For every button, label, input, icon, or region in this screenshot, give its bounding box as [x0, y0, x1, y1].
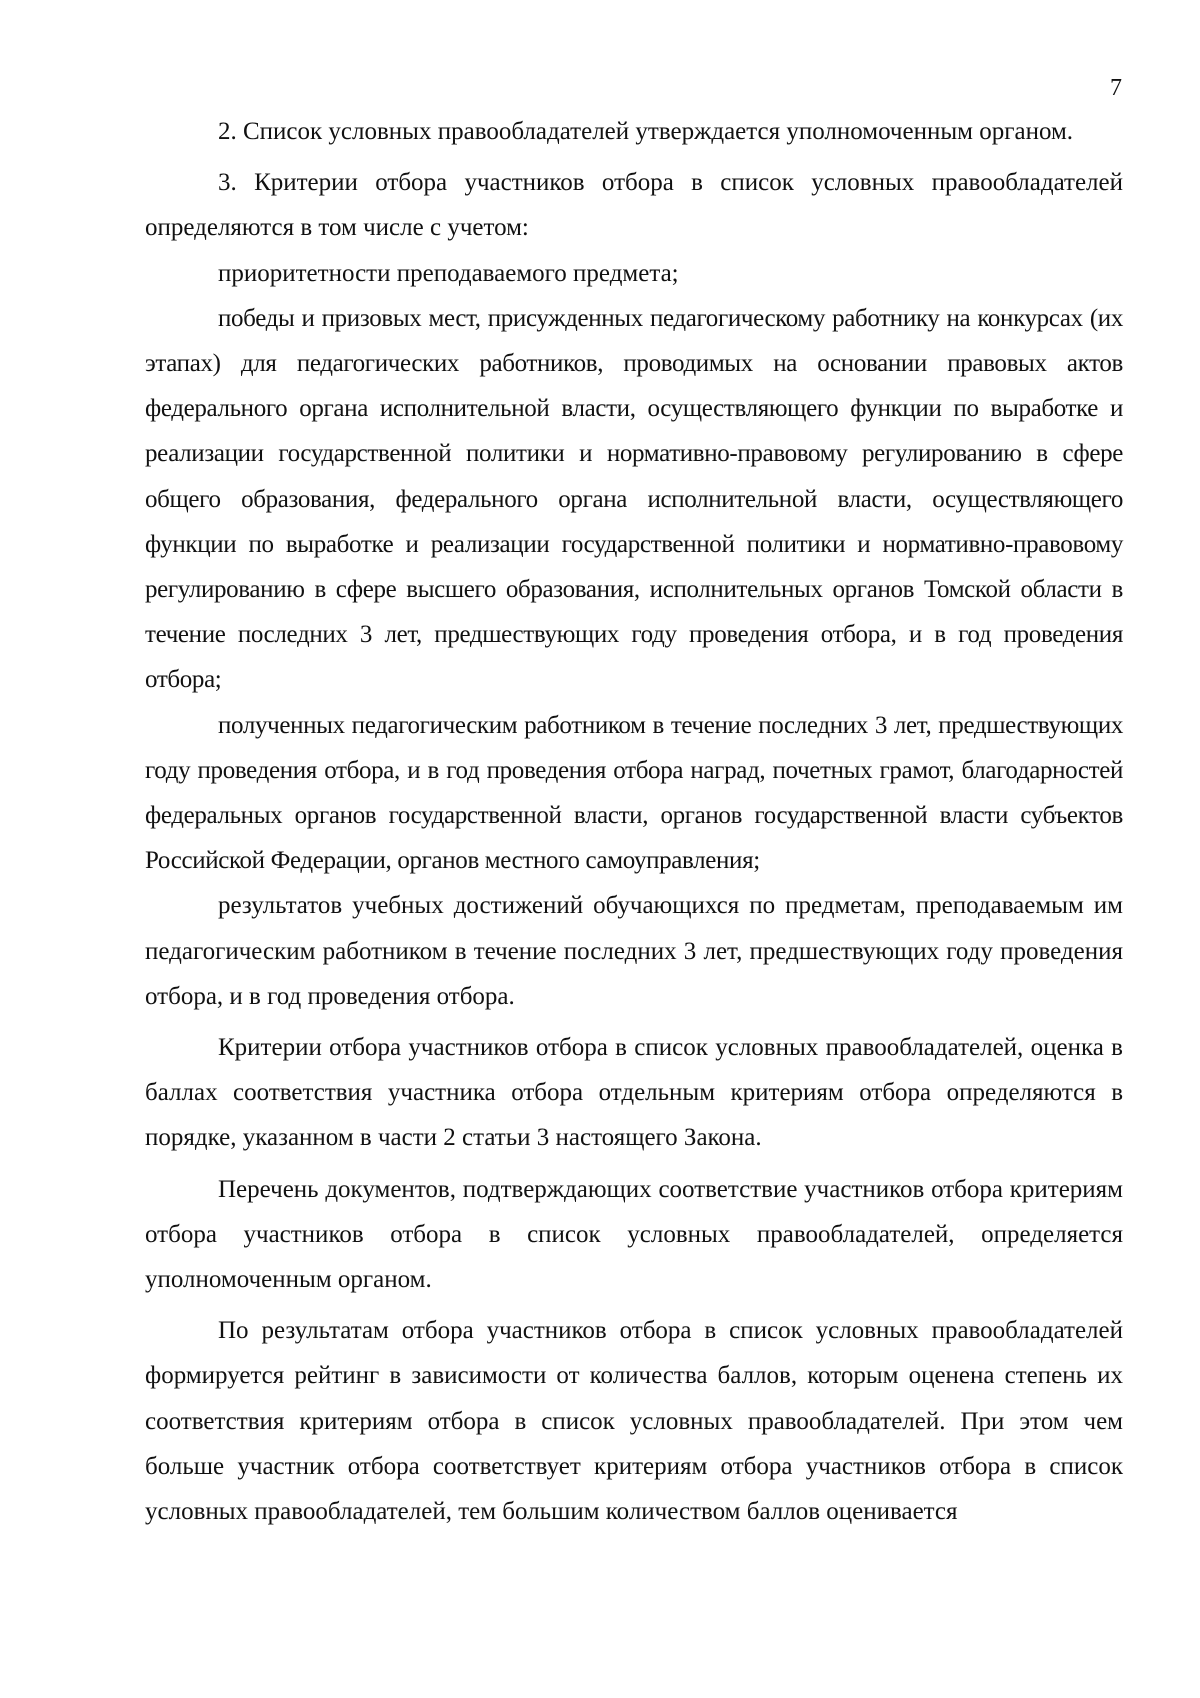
paragraph-documents-list: Перечень документов, подтверждающих соответствие участников отбора критериям отбора участников отбора в список условных правообладателей, определяется уполномоченным органом. [145, 1175, 1123, 1294]
page-number: 7 [1110, 75, 1122, 101]
paragraph-rating: По результатам отбора участников отбора в список условных правообладателей формируется рейтинг в зависимости от количества баллов, которым оценена степень их соответствия критериям отбора в список условных правообладателей. При этом чем больше участник отбора соответствует критериям отбора участников отбора в список условных правообладателей, тем большим количеством баллов оценивается [145, 1317, 1123, 1526]
paragraph-list-approval: 2. Список условных правообладателей утверждается уполномоченным органом. [218, 118, 1074, 145]
paragraph-scoring-order: Критерии отбора участников отбора в список условных правообладателей, оценка в баллах соответствия участника отбора отдельным критериям отбора определяются в порядке, указанном в части 2 статьи 3 настоящего Закона. [145, 1034, 1123, 1152]
paragraph-contest-wins: победы и призовых мест, присужденных педагогическому работнику на конкурсах (их этапах) для педагогических работников, проводимых на основании правовых актов федерального органа исполнительной власти, осуществляющего функции по выработке и реализации государственной политики и нормативно-правовому регулированию в сфере общего образования, федерального органа исполнительной власти, осуществляющего функции по выработке и реализации государственной политики и нормативно-правовому регулированию в сфере высшего образования, исполнительных органов Томской области в течение последних 3 лет, предшествующих году проведения отбора, и в год проведения отбора; [145, 304, 1123, 694]
document-body [145, 109, 1123, 1534]
paragraph-selection-criteria: 3. Критерии отбора участников отбора в список условных правообладателей определяются в том числе с учетом: [145, 169, 1123, 242]
paragraph-awards: полученных педагогическим работником в течение последних 3 лет, предшествующих году проведения отбора, и в год проведения отбора наград, почетных грамот, благодарностей федеральных органов государственной власти, органов государственной власти субъектов Российской Федерации, органов местного самоуправления; [145, 711, 1123, 875]
paragraph-student-results: результатов учебных достижений обучающихся по предметам, преподаваемым им педагогическим работником в течение последних 3 лет, предшествующих году проведения отбора, и в год проведения отбора. [145, 892, 1123, 1010]
paragraph-subject-priority: приоритетности преподаваемого предмета; [218, 259, 679, 287]
